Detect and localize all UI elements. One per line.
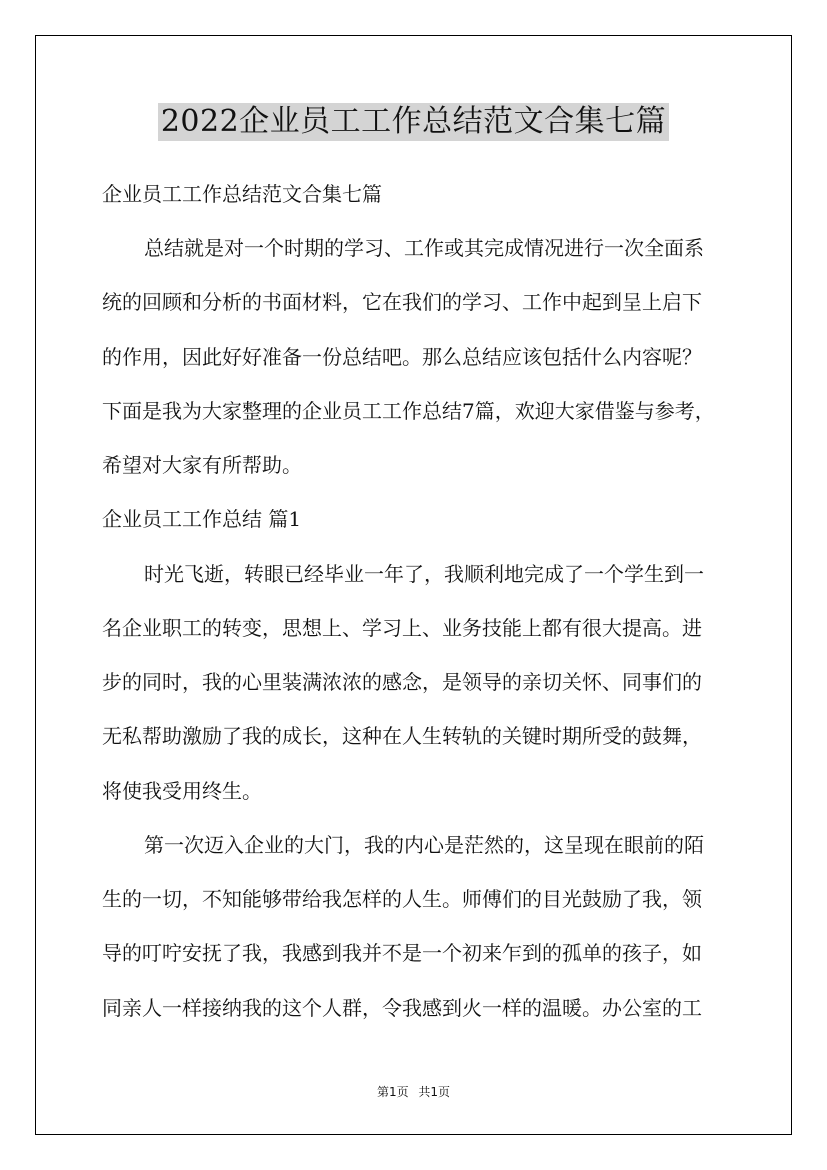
line-section-heading-1: 企业员工工作总结 篇1 xyxy=(102,507,302,531)
page-footer xyxy=(0,1083,827,1100)
title-container xyxy=(0,103,827,141)
page-total: 共1页 xyxy=(418,1085,451,1099)
line-intro-3: 的作用，因此好好准备一份总结吧。那么总结应该包括什么内容呢？ xyxy=(102,345,702,369)
page-number: 第1页 xyxy=(376,1085,409,1099)
document-title: 2022企业员工工作总结范文合集七篇 xyxy=(158,103,669,141)
line-heading-collection: 企业员工工作总结范文合集七篇 xyxy=(102,182,382,206)
line-p2-4: 同亲人一样接纳我的这个人群，令我感到火一样的温暖。办公室的工 xyxy=(102,996,702,1020)
line-intro-1: 总结就是对一个时期的学习、工作或其完成情况进行一次全面系 xyxy=(144,236,704,260)
line-intro-4: 下面是我为大家整理的企业员工工作总结7篇，欢迎大家借鉴与参考， xyxy=(102,399,715,423)
line-intro-5: 希望对大家有所帮助。 xyxy=(102,453,302,477)
line-p1-4: 无私帮助激励了我的成长，这种在人生转轨的关键时期所受的鼓舞， xyxy=(102,724,702,748)
line-intro-2: 统的回顾和分析的书面材料，它在我们的学习、工作中起到呈上启下 xyxy=(102,290,702,314)
line-p1-3: 步的同时，我的心里装满浓浓的感念，是领导的亲切关怀、同事们的 xyxy=(102,670,702,694)
line-p1-5: 将使我受用终生。 xyxy=(102,779,262,803)
line-p1-1: 时光飞逝，转眼已经毕业一年了，我顺利地完成了一个学生到一 xyxy=(144,562,704,586)
line-p2-3: 导的叮咛安抚了我，我感到我并不是一个初来乍到的孤单的孩子，如 xyxy=(102,941,702,965)
line-p2-1: 第一次迈入企业的大门，我的内心是茫然的，这呈现在眼前的陌 xyxy=(144,833,704,857)
line-p2-2: 生的一切，不知能够带给我怎样的人生。师傅们的目光鼓励了我，领 xyxy=(102,887,702,911)
line-p1-2: 名企业职工的转变，思想上、学习上、业务技能上都有很大提高。进 xyxy=(102,616,702,640)
